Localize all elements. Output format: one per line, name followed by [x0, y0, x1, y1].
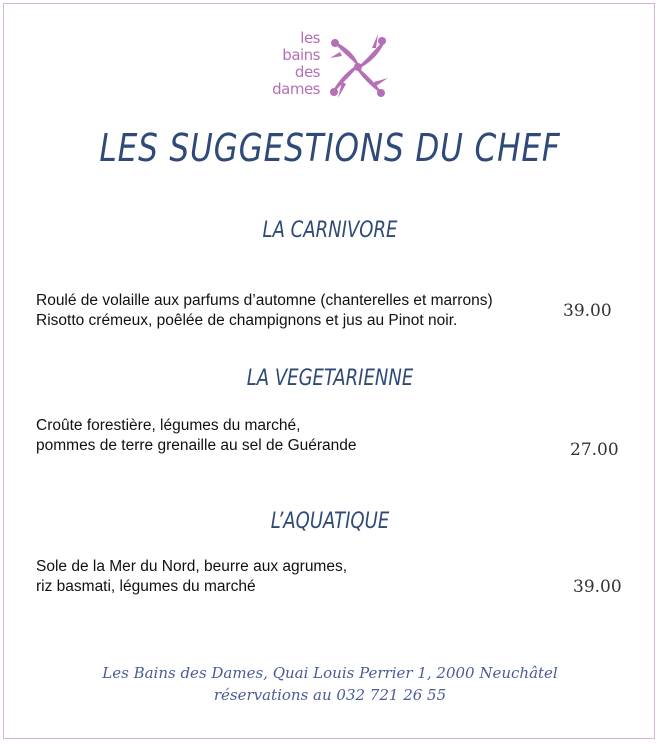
- dish-line: pommes de terre grenaille au sel de Guérande: [36, 437, 357, 454]
- dish-description-carnivore: [36, 291, 493, 331]
- dish-line: Risotto crémeux, poêlée de champignons et jus au Pinot noir.: [36, 312, 458, 329]
- swimmers-emblem-icon: [326, 30, 390, 104]
- section-heading-vegetarienne: LA VEGETARIENNE: [246, 366, 414, 391]
- dish-line: Roulé de volaille aux parfums d’automne (chanterelles et marrons): [36, 292, 493, 309]
- restaurant-logo: [256, 30, 396, 104]
- price-aquatique: 39.00: [573, 577, 622, 597]
- dish-line: riz basmati, légumes du marché: [36, 578, 256, 595]
- logo-line: bains: [282, 46, 320, 64]
- page-title: LES SUGGESTIONS DU CHEF: [99, 126, 561, 170]
- section-heading-aquatique: L’AQUATIQUE: [270, 509, 390, 534]
- footer-address: Les Bains des Dames, Quai Louis Perrier 1, 2000 Neuchâtel: [102, 664, 558, 682]
- logo-line: des: [294, 63, 320, 81]
- dish-description-aquatique: [36, 557, 347, 597]
- dish-line: Sole de la Mer du Nord, beurre aux agrumes,: [36, 558, 348, 575]
- price-vegetarienne: 27.00: [570, 440, 619, 460]
- logo-line: les: [300, 29, 320, 47]
- price-carnivore: 39.00: [563, 301, 612, 321]
- section-heading-carnivore: LA CARNIVORE: [262, 218, 398, 243]
- logo-line: dames: [272, 80, 320, 98]
- dish-description-vegetarienne: [36, 416, 357, 456]
- dish-line: Croûte forestière, légumes du marché,: [36, 417, 301, 434]
- logo-wordmark: [256, 30, 320, 98]
- footer-contact: [0, 662, 660, 706]
- footer-reservations: réservations au 032 721 26 55: [213, 686, 447, 704]
